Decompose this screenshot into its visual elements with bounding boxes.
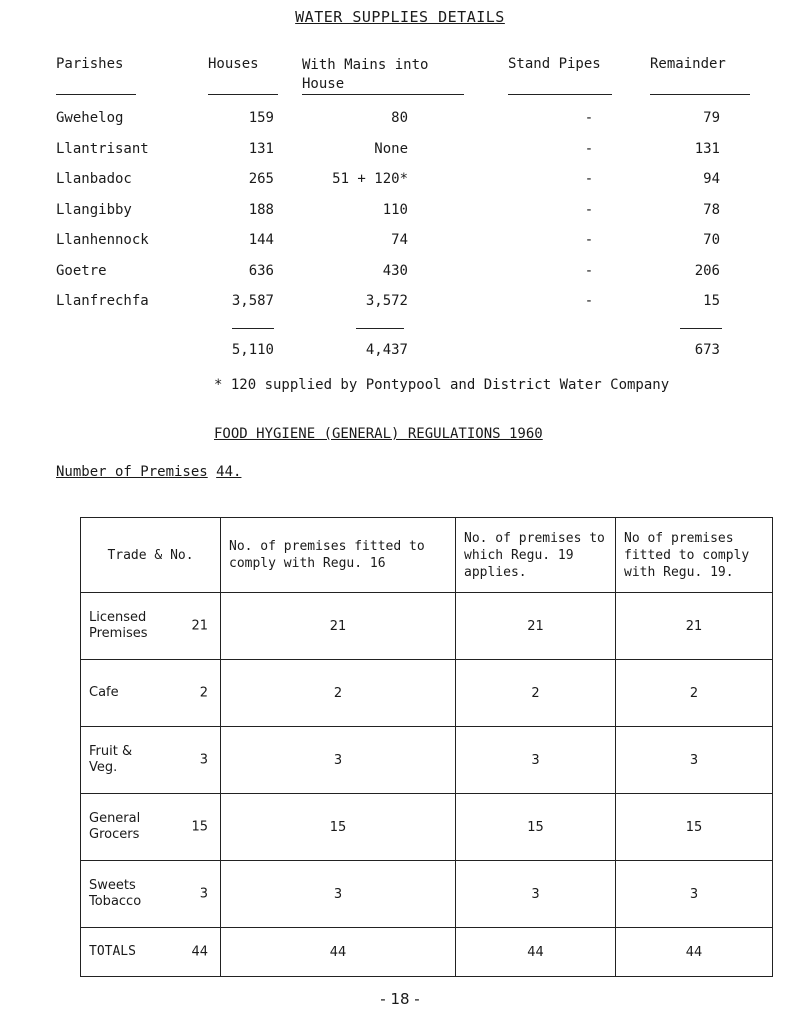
regu19-fitted-count: 15	[616, 794, 773, 861]
stand-pipes-value: -	[584, 202, 594, 218]
trade-name: TOTALS	[89, 944, 136, 959]
header-underline	[208, 94, 278, 95]
stand-pipes-value: -	[584, 293, 594, 309]
header-underline	[650, 94, 750, 95]
parish-name: Llanbadoc	[56, 171, 132, 187]
remainder-count: 70	[703, 232, 720, 248]
parish-name: Llanfrechfa	[56, 293, 149, 309]
column-header-trade: Trade & No.	[81, 518, 221, 593]
regu16-count: 21	[221, 593, 456, 660]
regu16-count: 15	[221, 794, 456, 861]
footnote: * 120 supplied by Pontypool and District Water Company	[214, 377, 670, 393]
table-row	[81, 727, 773, 794]
regu19-applies-count: 21	[456, 593, 616, 660]
trade-number: 3	[199, 752, 208, 768]
houses-count: 144	[248, 232, 274, 248]
trade-number: 44	[191, 944, 208, 960]
header-houses: Houses	[208, 56, 259, 72]
regu16-count: 2	[221, 660, 456, 727]
houses-count: 265	[248, 171, 274, 187]
regu16-count: 44	[221, 928, 456, 977]
header-underline	[56, 94, 136, 95]
stand-pipes-value: -	[584, 232, 594, 248]
column-header-regu16: No. of premises fitted to comply with Regu. 16	[221, 518, 456, 593]
food-table-body	[81, 593, 773, 977]
parish-name: Llanhennock	[56, 232, 149, 248]
mains-count: 110	[382, 202, 408, 218]
trade-cell	[81, 861, 221, 928]
mains-count: 74	[391, 232, 408, 248]
trade-name: Sweets Tobacco	[89, 878, 142, 909]
mains-count: 430	[382, 263, 408, 279]
trade-number: 3	[199, 886, 208, 902]
trade-name: General Grocers	[89, 811, 141, 842]
stand-pipes-value: -	[584, 263, 594, 279]
houses-count: 188	[248, 202, 274, 218]
parish-name: Llantrisant	[56, 141, 149, 157]
parish-name: Llangibby	[56, 202, 132, 218]
column-header-regu19-fitted: No of premises fitted to comply with Regu. 19.	[616, 518, 773, 593]
remainder-count: 206	[694, 263, 720, 279]
table-row	[81, 861, 773, 928]
table-header-row	[81, 518, 773, 593]
trade-number: 21	[191, 618, 208, 634]
stand-pipes-value: -	[584, 110, 594, 126]
table-totals-row	[81, 928, 773, 977]
trade-name: Cafe	[89, 685, 119, 700]
houses-count: 636	[248, 263, 274, 279]
mains-count: None	[374, 141, 408, 157]
remainder-count: 79	[703, 110, 720, 126]
regu19-fitted-count: 3	[616, 727, 773, 794]
header-underline	[508, 94, 612, 95]
food-hygiene-table	[80, 517, 773, 977]
parish-name: Goetre	[56, 263, 107, 279]
regu19-applies-count: 3	[456, 861, 616, 928]
header-parishes: Parishes	[56, 56, 124, 72]
remainder-count: 131	[694, 141, 720, 157]
premises-count: 44.	[216, 464, 242, 480]
page-number: - 18 -	[380, 990, 420, 1008]
premises-count-line	[56, 464, 241, 480]
total-rule-mains	[356, 328, 404, 329]
stand-pipes-value: -	[584, 171, 594, 187]
header-mains: With Mains into House	[302, 57, 429, 92]
premises-label: Number of Premises	[56, 464, 208, 480]
table-row	[81, 794, 773, 861]
regu19-applies-count: 15	[456, 794, 616, 861]
parish-name: Gwehelog	[56, 110, 124, 126]
column-header-regu19-applies: No. of premises to which Regu. 19 applies.	[456, 518, 616, 593]
houses-count: 3,587	[231, 293, 274, 309]
stand-pipes-value: -	[584, 141, 594, 157]
remainder-count: 15	[703, 293, 720, 309]
mains-count: 3,572	[365, 293, 408, 309]
trade-number: 2	[199, 685, 208, 701]
table-row	[81, 660, 773, 727]
total-remainder: 673	[694, 342, 720, 358]
regu19-applies-count: 3	[456, 727, 616, 794]
header-stand-pipes: Stand Pipes	[508, 56, 601, 72]
remainder-count: 78	[703, 202, 720, 218]
regu16-count: 3	[221, 861, 456, 928]
regu19-applies-count: 2	[456, 660, 616, 727]
regu19-fitted-count: 21	[616, 593, 773, 660]
page-title: WATER SUPPLIES DETAILS	[295, 8, 505, 26]
total-rule-remainder	[680, 328, 722, 329]
regu16-count: 3	[221, 727, 456, 794]
trade-name: Licensed Premises	[89, 610, 148, 641]
header-remainder: Remainder	[650, 56, 726, 72]
total-houses: 5,110	[231, 342, 274, 358]
trade-cell	[81, 727, 221, 794]
trade-number: 15	[191, 819, 208, 835]
remainder-count: 94	[703, 171, 720, 187]
trade-cell	[81, 660, 221, 727]
regu19-fitted-count: 3	[616, 861, 773, 928]
trade-cell	[81, 928, 221, 977]
regu19-applies-count: 44	[456, 928, 616, 977]
houses-count: 159	[248, 110, 274, 126]
total-mains: 4,437	[365, 342, 408, 358]
trade-name: Fruit & Veg.	[89, 744, 133, 775]
mains-count: 51 + 120*	[332, 171, 408, 187]
table-row	[81, 593, 773, 660]
mains-count: 80	[391, 110, 408, 126]
trade-cell	[81, 593, 221, 660]
section-title: FOOD HYGIENE (GENERAL) REGULATIONS 1960	[214, 426, 543, 442]
trade-cell	[81, 794, 221, 861]
regu19-fitted-count: 44	[616, 928, 773, 977]
regu19-fitted-count: 2	[616, 660, 773, 727]
header-underline	[302, 94, 464, 95]
total-rule-houses	[232, 328, 274, 329]
houses-count: 131	[248, 141, 274, 157]
